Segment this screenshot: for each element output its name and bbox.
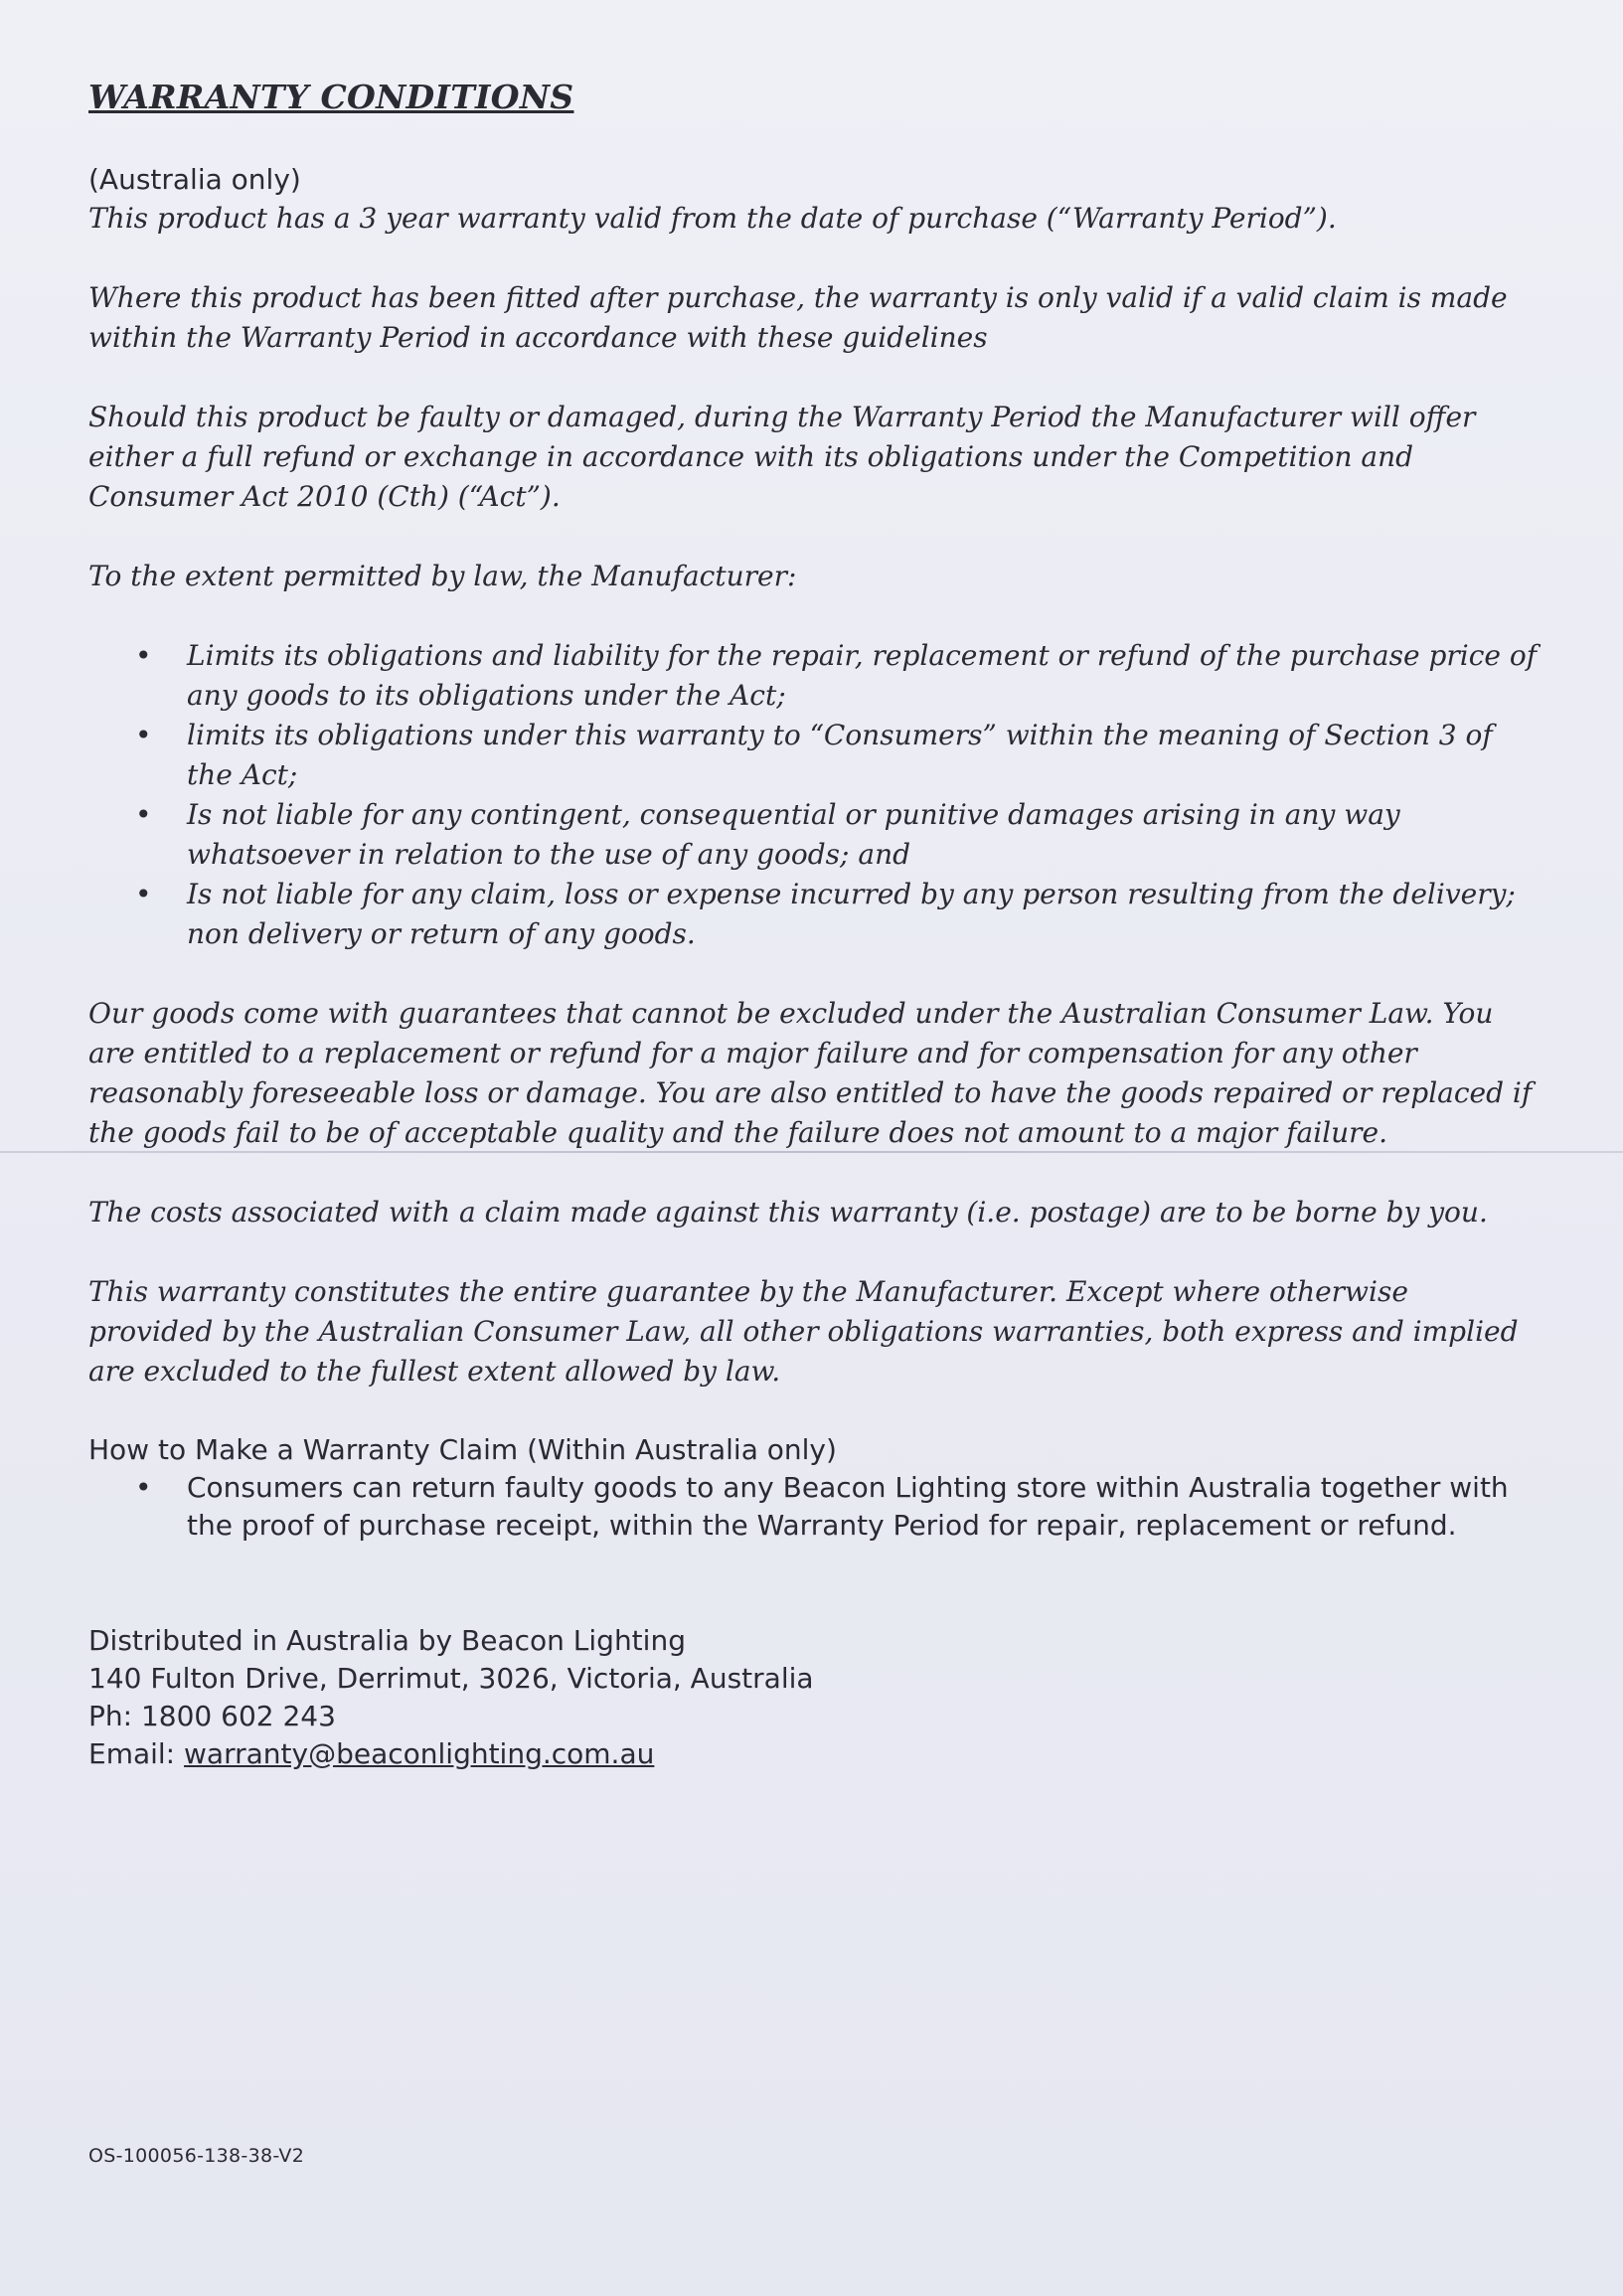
limits-list-item — [135, 875, 1540, 954]
contact-block — [88, 1622, 1540, 1773]
claim-section — [88, 1431, 1540, 1545]
email-label: Email: — [88, 1736, 185, 1770]
address-line: 140 Fulton Drive, Derrimut, 3026, Victoria, Australia — [88, 1661, 814, 1695]
bullet-icon: • — [135, 1470, 152, 1504]
email-link[interactable]: warranty@beaconlighting.com.au — [184, 1736, 655, 1770]
costs-paragraph: The costs associated with a claim made against this warranty (i.e. postage) are to be borne by you. — [88, 1195, 1488, 1229]
entire-paragraph: This warranty constitutes the entire guarantee by the Manufacturer. Except where otherwise provided by the Australian Consumer Law, all other obligations warranties, both express and implied are excluded to the fullest extent allowed by law. — [88, 1274, 1519, 1388]
claim-list-item — [135, 1469, 1540, 1545]
limits-item-text: Is not liable for any claim, loss or expense incurred by any person resulting from the delivery; non delivery or return of any goods. — [187, 877, 1516, 950]
intro-period: This product has a 3 year warranty valid from the date of purchase (“Warranty Period”). — [88, 201, 1337, 235]
intro-section — [88, 161, 1540, 239]
limits-list-item — [135, 716, 1540, 795]
distributor-line: Distributed in Australia by Beacon Lighting — [88, 1623, 686, 1657]
bullet-icon: • — [135, 638, 152, 672]
claim-list — [88, 1469, 1540, 1545]
intro-scope: (Australia only) — [88, 162, 301, 196]
claim-heading: How to Make a Warranty Claim (Within Australia only) — [88, 1432, 837, 1466]
document-title: WARRANTY CONDITIONS — [88, 78, 574, 116]
fitted-paragraph: Where this product has been fitted after purchase, the warranty is only valid if a valid claim is made within the Warranty Period in accordance with these guidelines — [88, 280, 1508, 354]
claim-item-text: Consumers can return faulty goods to any Beacon Lighting store within Australia together with the proof of purchase receipt, within the Warranty Period for repair, replacement or refund. — [187, 1470, 1509, 1542]
extent-paragraph: To the extent permitted by law, the Manufacturer: — [88, 559, 797, 592]
document-body — [88, 78, 1540, 1773]
guarantees-paragraph: Our goods come with guarantees that cannot be excluded under the Australian Consumer Law. You are entitled to a replacement or refund for a major failure and for compensation for any other reasonably foreseeable loss or damage. You are also entitled to have the goods repaired or replaced if the goods fail to be of acceptable quality and the failure does not amount to a major failure. — [88, 996, 1533, 1149]
document-code: OS-100056-138-38-V2 — [88, 2145, 305, 2167]
bullet-icon: • — [135, 877, 152, 910]
limits-list-item — [135, 795, 1540, 875]
faulty-paragraph: Should this product be faulty or damaged, during the Warranty Period the Manufacturer will offer either a full refund or exchange in accordance with its obligations under the Competition and Consumer Act 2010 (Cth) (“Act”). — [88, 400, 1476, 513]
phone-line: Ph: 1800 602 243 — [88, 1699, 336, 1732]
limits-list — [88, 636, 1540, 954]
bullet-icon: • — [135, 718, 152, 751]
limits-list-item — [135, 636, 1540, 716]
bullet-icon: • — [135, 797, 152, 831]
limits-item-text: limits its obligations under this warranty to “Consumers” within the meaning of Section 3 of the Act; — [187, 718, 1493, 791]
limits-item-text: Limits its obligations and liability for the repair, replacement or refund of the purchase price of any goods to its obligations under the Act; — [187, 638, 1538, 712]
email-line — [88, 1735, 1540, 1773]
limits-item-text: Is not liable for any contingent, consequential or punitive damages arising in any way whatsoever in relation to the use of any goods; and — [187, 797, 1400, 871]
